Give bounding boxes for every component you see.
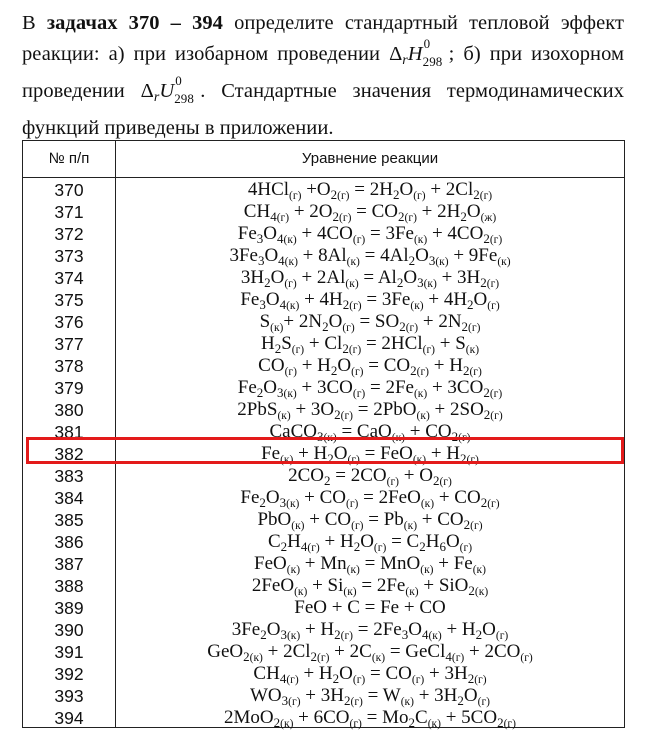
table-row [23, 487, 624, 509]
table-row [23, 443, 624, 465]
reaction-equation: $4HCl_{(г)} +O_{2(г)} = 2H_2O_{(г)} + 2Cl_{2(г)}$ [247, 179, 493, 202]
row-number: 387 [54, 554, 84, 574]
table-row [23, 531, 624, 553]
reaction-equation: $3Fe_2O_{3(к)} + H_{2(г)} = 2Fe_3O_{4(к)} + H_2O_{(г)}$ [231, 619, 509, 642]
reaction-equation: $S_{(к)}+ 2N_2O_{(г)} = SO_{2(г)} + 2N_{2(г)}$ [259, 311, 481, 334]
row-number: 376 [54, 312, 84, 332]
reaction-equation: $H_2S_{(г)} + Cl_{2(г)} = 2HCl_{(г)} + S_{(к)}$ [260, 333, 480, 356]
table-row [23, 597, 624, 619]
row-number: 380 [54, 400, 84, 420]
table-row [23, 421, 624, 443]
row-number: 394 [54, 708, 84, 728]
row-number: 390 [54, 620, 84, 640]
row-number: 386 [54, 532, 84, 552]
intro-line-1: В задачах 370 – 394 определите стандартный тепловой эффект [22, 12, 624, 34]
row-number: 382 [54, 444, 84, 464]
table-row [23, 553, 624, 575]
table-row [23, 509, 624, 531]
row-number: 375 [54, 290, 84, 310]
reaction-equation: $2MoO_{2(к)} + 6CO_{(г)} = Mo_2C_{(к)} + 5CO_{2(г)}$ [224, 707, 516, 730]
row-number: 372 [54, 224, 84, 244]
row-number: 383 [54, 466, 84, 486]
row-number: 391 [54, 642, 84, 662]
table-row [23, 685, 624, 707]
table-row [23, 619, 624, 641]
reactions-table [22, 140, 625, 728]
reaction-equation: $WO_{3(г)} + 3H_{2(г)} = W_{(к)} + 3H_2O_{(г)}$ [250, 685, 490, 708]
table-row [23, 663, 624, 685]
table-row [23, 201, 624, 223]
reaction-equation: $3H_2O_{(г)} + 2Al_{(к)} = Al_2O_{3(к)} + 3H_{2(г)}$ [240, 267, 500, 290]
row-number: 374 [54, 268, 84, 288]
table-row [23, 355, 624, 377]
task-range: задачах 370 – 394 [46, 12, 223, 34]
reaction-equation: $2FeO_{(к)} + Si_{(к)} = 2Fe_{(к)} + SiO_{2(к)}$ [251, 575, 489, 598]
row-number: 381 [54, 422, 84, 442]
reaction-equation: $Fe_3O_{4(к)} + 4CO_{(г)} = 3Fe_{(к)} + 4CO_{2(г)}$ [237, 223, 503, 246]
reaction-equation: FeO + C = Fe + CO [294, 597, 446, 618]
row-number: 392 [54, 664, 84, 684]
table-row [23, 641, 624, 663]
table-row [23, 223, 624, 245]
table-row [23, 179, 624, 201]
table-row [23, 707, 624, 729]
reaction-equation: $CH_{4(г)} + H_2O_{(г)} = CO_{(г)} + 3H_{2(г)}$ [253, 663, 487, 686]
reaction-equation: $Fe_2O_{3(к)} + CO_{(г)} = 2FeO_{(к)} + CO_{2(г)}$ [240, 487, 500, 510]
table-row [23, 575, 624, 597]
table-row [23, 377, 624, 399]
row-number: 388 [54, 576, 84, 596]
reaction-equation: $C_2H_{4(г)} + H_2O_{(г)} = C_2H_6O_{(г)}$ [267, 531, 473, 554]
task-intro [22, 8, 624, 144]
header-number: № п/п [48, 150, 90, 167]
row-number: 377 [54, 334, 84, 354]
intro-line-4: функций приведены в приложении. [22, 117, 334, 139]
row-number: 389 [54, 598, 84, 618]
reaction-equation: $Fe_3O_{4(к)} + 4H_{2(г)} = 3Fe_{(к)} + 4H_2O_{(г)}$ [240, 289, 500, 312]
reaction-equation: $2PbS_{(к)} + 3O_{2(г)} = 2PbO_{(к)} + 2SO_{2(г)}$ [237, 399, 503, 422]
reaction-equation: $CH_{4(г)} + 2O_{2(г)} = CO_{2(г)} + 2H_2O_{(ж)}$ [243, 201, 497, 224]
reaction-equation: $3Fe_3O_{4(к)} + 8Al_{(к)} = 4Al_2O_{3(к)} + 9Fe_{(к)}$ [229, 245, 511, 268]
table-header [23, 141, 624, 178]
reaction-equation: $FeO_{(к)} + Mn_{(к)} = MnO_{(к)} + Fe_{(к)}$ [254, 553, 486, 576]
reaction-equation: $Fe_2O_{3(к)} + 3CO_{(г)} = 2Fe_{(к)} + 3CO_{2(г)}$ [237, 377, 503, 400]
intro-line-3: проведении ΔrU 0 298 . Стандартные значения термодинамических [22, 73, 624, 106]
row-number: 371 [54, 202, 84, 222]
reaction-equation: $CO_{(г)} + H_2O_{(г)} = CO_{2(г)} + H_{2(г)}$ [258, 355, 482, 378]
header-equation: Уравнение реакции [301, 150, 439, 167]
internal-energy-formula: ΔrU 0 298 [140, 73, 194, 106]
row-number: 378 [54, 356, 84, 376]
row-number: 370 [54, 180, 84, 200]
reaction-equation: $GeO_{2(к)} + 2Cl_{2(г)} + 2C_{(к)}$ = GeCl$_{4(г)}$ + $2CO_{(г)}$ [207, 641, 533, 664]
table-row [23, 333, 624, 355]
enthalpy-formula: ΔrH 0 298 [389, 36, 443, 69]
table-row [23, 267, 624, 289]
table-body [23, 179, 624, 729]
reaction-equation: $2CO_2 = 2CO_{(г)} + O_{2(г)}$ [288, 465, 452, 488]
table-row [23, 245, 624, 267]
table-row [23, 465, 624, 487]
row-number: 373 [54, 246, 84, 266]
row-number: 393 [54, 686, 84, 706]
intro-line-2: реакции: а) при изобарном проведении ΔrH 0 298 ; б) при изохорном [22, 36, 625, 69]
reaction-equation: $Fe_{(к)} + H_2O_{(г)} = FeO_{(к)} + H_{2(г)}$ [261, 443, 479, 466]
row-number: 385 [54, 510, 84, 530]
table-row [23, 311, 624, 333]
table-row [23, 399, 624, 421]
row-number: 379 [54, 378, 84, 398]
reaction-equation: CaCO$_{3(к)}$ = $CaO_{(к)} + CO_{2(г)}$ [269, 421, 471, 444]
table-row [23, 289, 624, 311]
reaction-equation: $PbO_{(к)} + CO_{(г)} = Pb_{(к)} + CO_{2(г)}$ [257, 509, 483, 532]
row-number: 384 [54, 488, 84, 508]
